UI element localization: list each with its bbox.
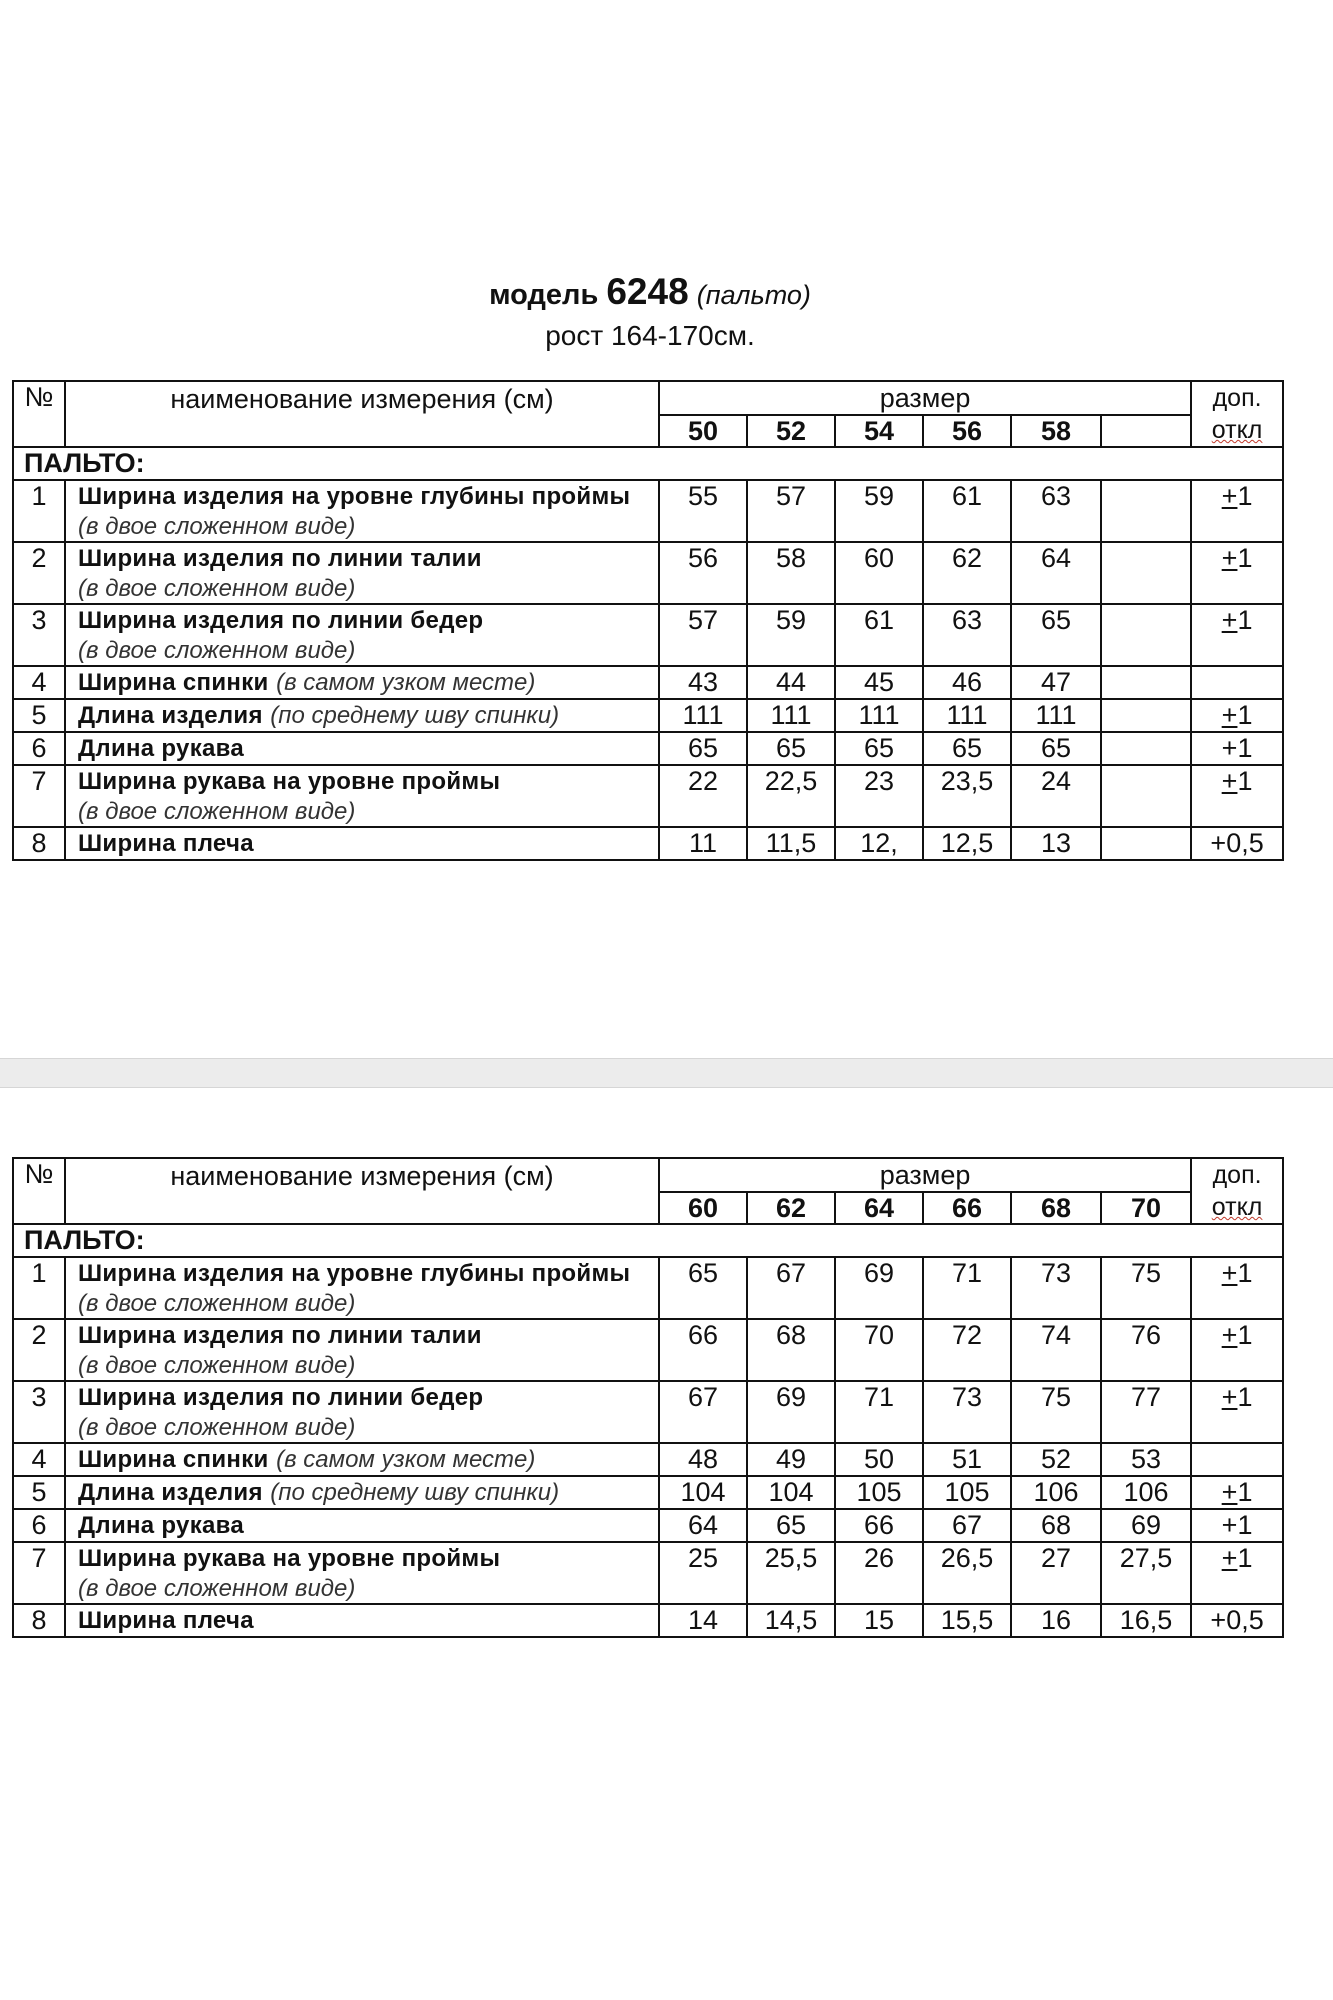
row-number: 4	[13, 1443, 65, 1476]
header-tolerance-line2: откл	[1211, 416, 1263, 444]
row-number: 5	[13, 699, 65, 732]
row-number: 4	[13, 666, 65, 699]
value-cell: 77	[1101, 1381, 1191, 1443]
value-cell: 104	[747, 1476, 835, 1509]
table-row	[13, 765, 1283, 827]
tolerance-cell	[1191, 1381, 1283, 1443]
row-number: 7	[13, 1542, 65, 1604]
value-cell: 47	[1011, 666, 1101, 699]
measurement-title: Ширина спинки	[78, 669, 269, 696]
measurement-name	[65, 542, 659, 604]
value-cell: 67	[659, 1381, 747, 1443]
measurement-title: Ширина плеча	[78, 1607, 254, 1634]
tolerance-value: 1	[1237, 1258, 1253, 1288]
value-cell: 69	[835, 1257, 923, 1319]
header-tolerance	[1191, 1158, 1283, 1224]
measurement-title: Ширина рукава на уровне проймы	[78, 1545, 501, 1572]
model-number: 6248	[606, 271, 689, 312]
value-cell: 64	[659, 1509, 747, 1542]
size-cell: 60	[659, 1192, 747, 1224]
value-cell: 45	[835, 666, 923, 699]
header-number: №	[13, 381, 65, 447]
row-number: 6	[13, 732, 65, 765]
value-cell: 104	[659, 1476, 747, 1509]
tolerance-sign: +	[1221, 1543, 1238, 1573]
measurement-name	[65, 1381, 659, 1443]
tolerance-sign: +	[1221, 481, 1238, 511]
tolerance-value: 1	[1237, 1543, 1253, 1573]
value-cell: 64	[1011, 542, 1101, 604]
value-cell: 111	[923, 699, 1011, 732]
value-cell: 11	[659, 827, 747, 860]
table-row	[13, 480, 1283, 542]
value-cell: 22	[659, 765, 747, 827]
model-title	[0, 272, 1300, 315]
value-cell: 44	[747, 666, 835, 699]
value-cell: 12,5	[923, 827, 1011, 860]
value-cell: 14	[659, 1604, 747, 1637]
value-cell: 71	[835, 1381, 923, 1443]
size-cell	[1101, 415, 1191, 447]
tolerance-cell	[1191, 480, 1283, 542]
value-cell: 53	[1101, 1443, 1191, 1476]
value-cell: 63	[1011, 480, 1101, 542]
value-cell: 16,5	[1101, 1604, 1191, 1637]
table-row	[13, 1604, 1283, 1637]
value-cell: 65	[747, 732, 835, 765]
value-cell: 49	[747, 1443, 835, 1476]
value-cell: 65	[835, 732, 923, 765]
size-cell: 66	[923, 1192, 1011, 1224]
tolerance-cell	[1191, 604, 1283, 666]
value-cell: 16	[1011, 1604, 1101, 1637]
value-cell: 65	[659, 1257, 747, 1319]
measurement-title: Ширина спинки	[78, 1446, 269, 1473]
measurement-title: Ширина изделия по линии бедер	[78, 607, 484, 634]
tolerance-cell	[1191, 1257, 1283, 1319]
value-cell: 66	[835, 1509, 923, 1542]
table-row	[13, 1476, 1283, 1509]
measurement-name	[65, 699, 659, 732]
tolerance-sign: +	[1221, 1477, 1238, 1507]
section-title: ПАЛЬТО:	[13, 447, 1283, 480]
value-cell: 43	[659, 666, 747, 699]
value-cell: 59	[747, 604, 835, 666]
tolerance-cell	[1191, 1476, 1283, 1509]
table-row	[13, 1542, 1283, 1604]
value-cell: 69	[747, 1381, 835, 1443]
section-row	[13, 447, 1283, 480]
value-cell: 56	[659, 542, 747, 604]
value-cell: 27,5	[1101, 1542, 1191, 1604]
value-cell: 106	[1101, 1476, 1191, 1509]
value-cell: 15	[835, 1604, 923, 1637]
header-measurement-name: наименование измерения (см)	[65, 381, 659, 447]
measurement-name	[65, 666, 659, 699]
value-cell: 105	[835, 1476, 923, 1509]
value-cell	[1101, 765, 1191, 827]
header-size: размер	[659, 1158, 1191, 1192]
size-table-2	[12, 1157, 1284, 1638]
measurement-title: Ширина изделия на уровне глубины проймы	[78, 483, 631, 510]
value-cell: 68	[747, 1319, 835, 1381]
value-cell: 11,5	[747, 827, 835, 860]
value-cell: 26	[835, 1542, 923, 1604]
measurement-name	[65, 604, 659, 666]
value-cell: 50	[835, 1443, 923, 1476]
tolerance-sign: +	[1221, 766, 1238, 796]
value-cell: 57	[659, 604, 747, 666]
garment-type: (пальто)	[696, 280, 811, 310]
tolerance-value: 1	[1237, 605, 1253, 635]
tolerance-value: 1	[1237, 1382, 1253, 1412]
tolerance-cell	[1191, 1542, 1283, 1604]
size-cell: 54	[835, 415, 923, 447]
value-cell	[1101, 666, 1191, 699]
header-size: размер	[659, 381, 1191, 415]
row-number: 8	[13, 827, 65, 860]
measurement-name	[65, 480, 659, 542]
measurement-name	[65, 827, 659, 860]
value-cell: 111	[747, 699, 835, 732]
value-cell: 65	[659, 732, 747, 765]
value-cell: 14,5	[747, 1604, 835, 1637]
value-cell	[1101, 827, 1191, 860]
table-row	[13, 604, 1283, 666]
tolerance-cell	[1191, 1443, 1283, 1476]
tolerance-cell	[1191, 765, 1283, 827]
table-row	[13, 732, 1283, 765]
value-cell: 105	[923, 1476, 1011, 1509]
header-measurement-name: наименование измерения (см)	[65, 1158, 659, 1224]
measurement-title: Длина рукава	[78, 1512, 245, 1539]
measurement-name	[65, 1257, 659, 1319]
measurement-title: Ширина рукава на уровне проймы	[78, 768, 501, 795]
tolerance-value: 1	[1237, 481, 1253, 511]
row-number: 1	[13, 480, 65, 542]
tolerance-value: 1	[1237, 1320, 1253, 1350]
tolerance-value: 1	[1237, 700, 1253, 730]
value-cell: 13	[1011, 827, 1101, 860]
value-cell: 73	[1011, 1257, 1101, 1319]
table-row	[13, 1509, 1283, 1542]
value-cell: 48	[659, 1443, 747, 1476]
value-cell: 65	[1011, 732, 1101, 765]
model-label: модель	[489, 279, 599, 311]
row-number: 7	[13, 765, 65, 827]
value-cell	[1101, 542, 1191, 604]
measurement-note: (в самом узком месте)	[276, 669, 536, 696]
value-cell	[1101, 604, 1191, 666]
size-cell: 52	[747, 415, 835, 447]
measurement-name	[65, 1443, 659, 1476]
measurement-name	[65, 765, 659, 827]
header-tolerance-line1: доп.	[1212, 1161, 1262, 1189]
value-cell: 61	[923, 480, 1011, 542]
value-cell: 73	[923, 1381, 1011, 1443]
measurement-name	[65, 1476, 659, 1509]
value-cell: 71	[923, 1257, 1011, 1319]
measurement-name	[65, 1542, 659, 1604]
measurement-title: Длина рукава	[78, 735, 245, 762]
value-cell: 65	[923, 732, 1011, 765]
row-number: 8	[13, 1604, 65, 1637]
value-cell: 15,5	[923, 1604, 1011, 1637]
value-cell: 106	[1011, 1476, 1101, 1509]
tolerance-sign: +	[1221, 1258, 1238, 1288]
value-cell: 52	[1011, 1443, 1101, 1476]
value-cell: 65	[1011, 604, 1101, 666]
value-cell: 60	[835, 542, 923, 604]
measurement-title: Ширина плеча	[78, 830, 254, 857]
header-tolerance-line2: откл	[1211, 1193, 1263, 1221]
value-cell: 59	[835, 480, 923, 542]
table-row	[13, 542, 1283, 604]
value-cell: 26,5	[923, 1542, 1011, 1604]
measurement-note: (по среднему шву спинки)	[270, 702, 560, 729]
header-tolerance-line1: доп.	[1212, 384, 1262, 412]
measurement-name	[65, 1604, 659, 1637]
measurement-note: (в двое сложенном виде)	[78, 1575, 356, 1602]
value-cell: 111	[835, 699, 923, 732]
section-row	[13, 1224, 1283, 1257]
header-tolerance	[1191, 381, 1283, 447]
value-cell: 65	[747, 1509, 835, 1542]
value-cell: 25	[659, 1542, 747, 1604]
value-cell: 67	[923, 1509, 1011, 1542]
value-cell: 70	[835, 1319, 923, 1381]
value-cell: 51	[923, 1443, 1011, 1476]
row-number: 5	[13, 1476, 65, 1509]
size-cell: 50	[659, 415, 747, 447]
value-cell: 55	[659, 480, 747, 542]
height-range: рост 164-170см.	[545, 320, 755, 351]
value-cell: 23	[835, 765, 923, 827]
tolerance-sign: +	[1221, 700, 1238, 730]
measurement-note: (в самом узком месте)	[276, 1446, 536, 1473]
tolerance-cell	[1191, 732, 1283, 765]
value-cell: 75	[1011, 1381, 1101, 1443]
size-cell: 64	[835, 1192, 923, 1224]
measurement-title: Длина изделия	[78, 1479, 263, 1506]
tolerance-cell	[1191, 699, 1283, 732]
tolerance-value: +1	[1221, 1510, 1253, 1540]
row-number: 1	[13, 1257, 65, 1319]
value-cell	[1101, 732, 1191, 765]
value-cell: 111	[1011, 699, 1101, 732]
tolerance-value: 1	[1237, 766, 1253, 796]
table-row	[13, 1319, 1283, 1381]
value-cell: 46	[923, 666, 1011, 699]
value-cell: 22,5	[747, 765, 835, 827]
value-cell: 57	[747, 480, 835, 542]
measurement-note: (по среднему шву спинки)	[270, 1479, 560, 1506]
row-number: 2	[13, 542, 65, 604]
value-cell: 66	[659, 1319, 747, 1381]
tolerance-cell	[1191, 1319, 1283, 1381]
measurement-name	[65, 732, 659, 765]
measurement-note: (в двое сложенном виде)	[78, 637, 356, 664]
measurement-title: Ширина изделия на уровне глубины проймы	[78, 1260, 631, 1287]
measurement-title: Ширина изделия по линии талии	[78, 1322, 482, 1349]
value-cell: 76	[1101, 1319, 1191, 1381]
value-cell: 24	[1011, 765, 1101, 827]
measurement-note: (в двое сложенном виде)	[78, 1352, 356, 1379]
size-cell: 68	[1011, 1192, 1101, 1224]
measurement-note: (в двое сложенном виде)	[78, 1414, 356, 1441]
value-cell	[1101, 699, 1191, 732]
tolerance-value: 1	[1237, 543, 1253, 573]
tolerance-cell	[1191, 666, 1283, 699]
row-number: 3	[13, 1381, 65, 1443]
tolerance-cell	[1191, 827, 1283, 860]
measurement-name	[65, 1509, 659, 1542]
tolerance-value: +0,5	[1210, 828, 1264, 858]
value-cell: 72	[923, 1319, 1011, 1381]
row-number: 3	[13, 604, 65, 666]
measurement-note: (в двое сложенном виде)	[78, 575, 356, 602]
page-separator	[0, 1058, 1333, 1088]
value-cell: 75	[1101, 1257, 1191, 1319]
value-cell	[1101, 480, 1191, 542]
size-cell: 70	[1101, 1192, 1191, 1224]
measurement-note: (в двое сложенном виде)	[78, 513, 356, 540]
header-row	[13, 1158, 1283, 1192]
value-cell: 12,	[835, 827, 923, 860]
tolerance-sign: +	[1221, 1382, 1238, 1412]
value-cell: 61	[835, 604, 923, 666]
value-cell: 111	[659, 699, 747, 732]
tolerance-cell	[1191, 1509, 1283, 1542]
value-cell: 63	[923, 604, 1011, 666]
tolerance-value: +1	[1221, 733, 1253, 763]
measurement-note: (в двое сложенном виде)	[78, 798, 356, 825]
value-cell: 58	[747, 542, 835, 604]
header-row	[13, 381, 1283, 415]
row-number: 6	[13, 1509, 65, 1542]
table-row	[13, 1257, 1283, 1319]
size-table-1	[12, 380, 1284, 861]
value-cell: 74	[1011, 1319, 1101, 1381]
tolerance-sign: +	[1221, 1320, 1238, 1350]
measurement-title: Ширина изделия по линии талии	[78, 545, 482, 572]
table-row	[13, 699, 1283, 732]
tolerance-cell	[1191, 1604, 1283, 1637]
row-number: 2	[13, 1319, 65, 1381]
tolerance-value: 1	[1237, 1477, 1253, 1507]
size-cell: 58	[1011, 415, 1101, 447]
measurement-name	[65, 1319, 659, 1381]
section-title: ПАЛЬТО:	[13, 1224, 1283, 1257]
size-cell: 56	[923, 415, 1011, 447]
measurement-title: Длина изделия	[78, 702, 263, 729]
value-cell: 25,5	[747, 1542, 835, 1604]
value-cell: 27	[1011, 1542, 1101, 1604]
value-cell: 68	[1011, 1509, 1101, 1542]
tolerance-value: +0,5	[1210, 1605, 1264, 1635]
value-cell: 67	[747, 1257, 835, 1319]
table-row	[13, 1443, 1283, 1476]
value-cell: 69	[1101, 1509, 1191, 1542]
value-cell: 62	[923, 542, 1011, 604]
measurement-note: (в двое сложенном виде)	[78, 1290, 356, 1317]
tolerance-sign: +	[1221, 605, 1238, 635]
tolerance-sign: +	[1221, 543, 1238, 573]
table-row	[13, 666, 1283, 699]
tolerance-cell	[1191, 542, 1283, 604]
header-number: №	[13, 1158, 65, 1224]
measurement-title: Ширина изделия по линии бедер	[78, 1384, 484, 1411]
table-row	[13, 1381, 1283, 1443]
table-row	[13, 827, 1283, 860]
value-cell: 23,5	[923, 765, 1011, 827]
size-cell: 62	[747, 1192, 835, 1224]
